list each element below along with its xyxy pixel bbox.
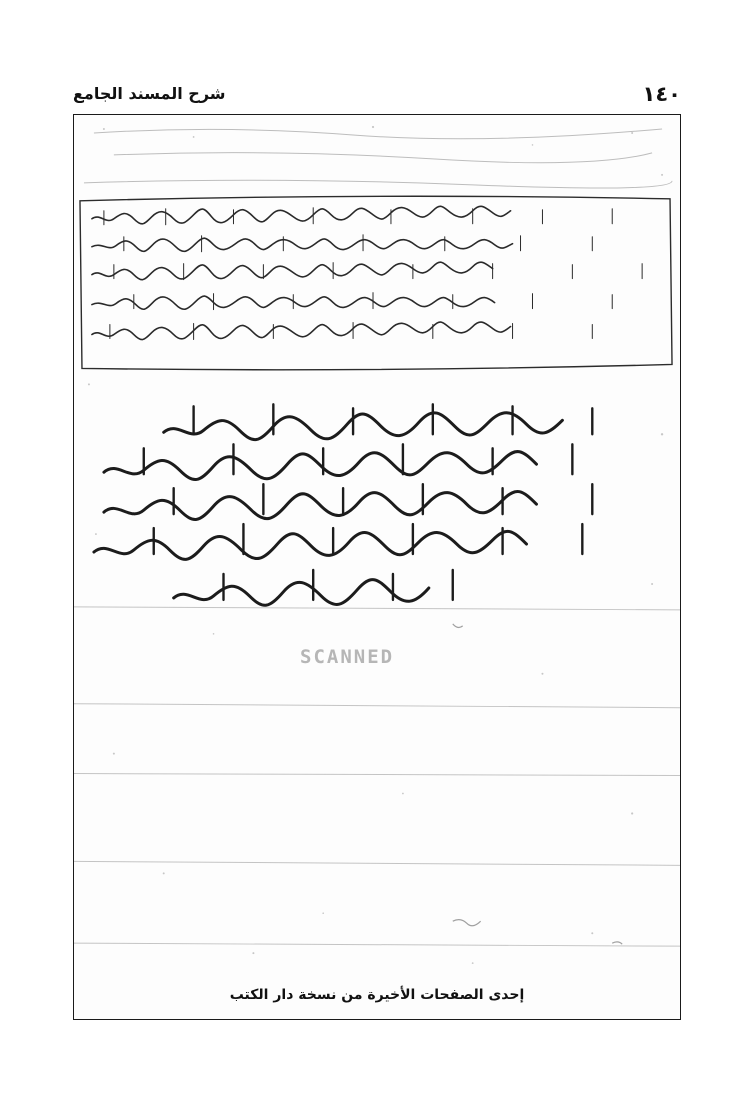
page-number: ١٤٠	[642, 82, 681, 106]
colophon-box	[80, 196, 672, 370]
scan-smudges	[84, 129, 672, 188]
running-head	[73, 82, 681, 110]
scan-noise	[88, 126, 663, 964]
manuscript-scan	[74, 115, 680, 1019]
colophon-handwriting	[92, 206, 642, 339]
scanned-stamp: SCANNED	[300, 646, 395, 668]
figure-caption: إحدى الصفحات الأخيرة من نسخة دار الكتب	[229, 987, 525, 1003]
stray-marks	[453, 624, 622, 944]
prayer-handwriting	[94, 404, 592, 605]
book-title: شرح المسند الجامع	[73, 84, 226, 103]
manuscript-plate	[73, 114, 681, 1020]
